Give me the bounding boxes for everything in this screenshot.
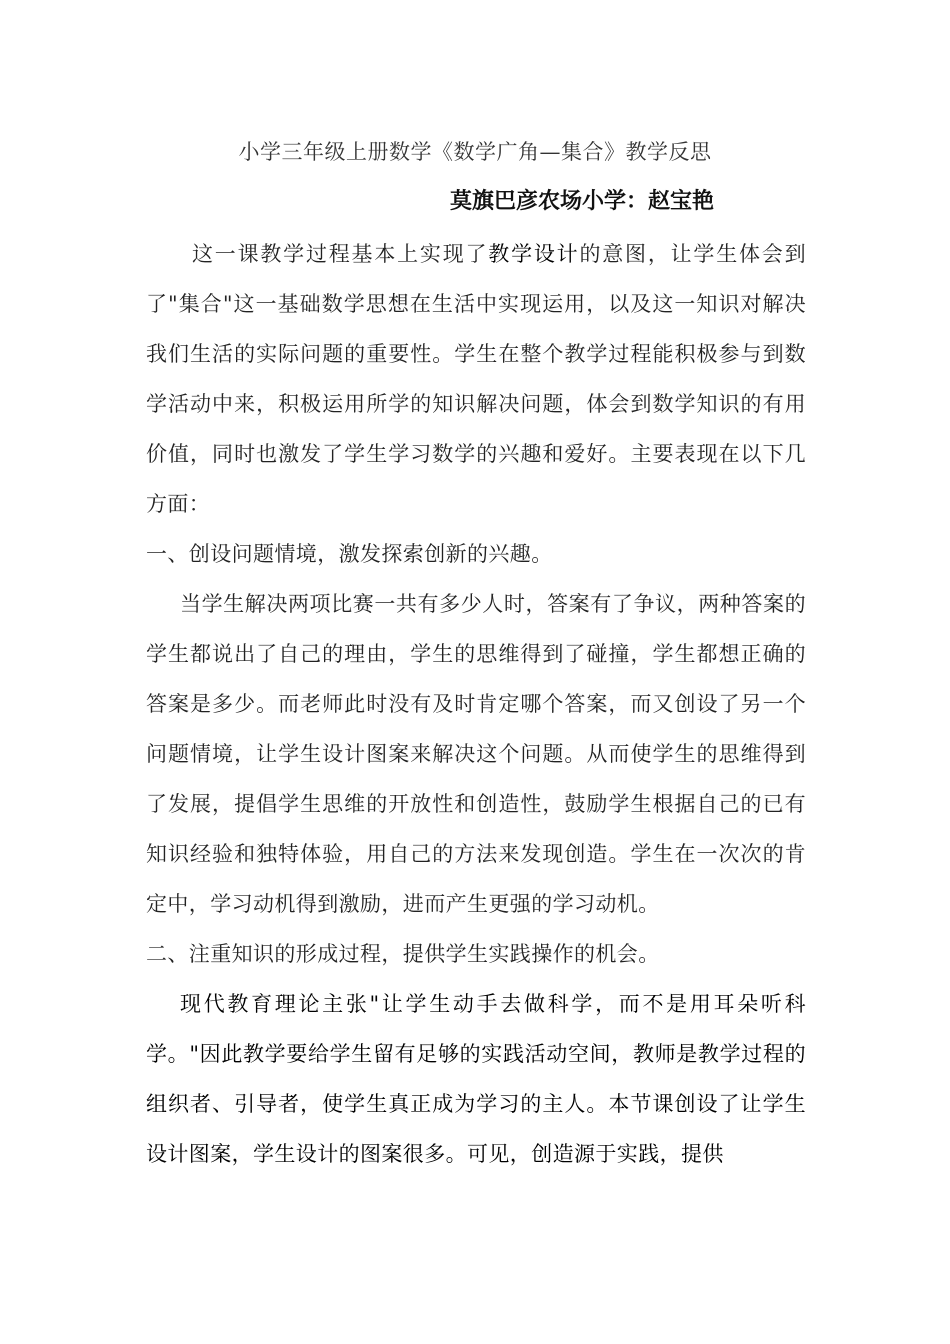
section-1-paragraph: 当学生解决两项比赛一共有多少人时，答案有了争议，两种答案的学生都说出了自己的理由，学生的思维得到了碰撞，学生都想正确的答案是多少。而老师此时没有及时肯定哪个答案，而又创设了另一个问题情境，让学生设计图案来解决这个问题。从而使学生的思维得到了发展，提倡学生思维的开放性和创造性，鼓励学生根据自己的已有知识经验和独特体验，用自己的方法来发现创造。学生在一次次的肯定中，学习动机得到激励，进而产生更强的学习动机。 xyxy=(146,592,806,916)
document-body xyxy=(146,229,806,1179)
intro-paragraph xyxy=(146,229,806,529)
intro-text-before: 这一课教学过程基本上实现了 xyxy=(192,242,489,266)
intro-text-after: 的意图，让学生体会到了"集合"这一基础数学思想在生活中实现运用，以及这一知识对解决我们生活的实际问题的重要性。学生在整个教学过程能积极参与到数学活动中来，积极运用所学的知识解决问题，体会到数学知识的有用价值，同时也激发了学生学习数学的兴趣和爱好。主要表现在以下几方面： xyxy=(146,242,806,516)
document-title: 小学三年级上册数学《数学广角—集合》教学反思 xyxy=(238,140,712,164)
section-1-heading: 一、创设问题情境，激发探索创新的兴趣。 xyxy=(146,542,553,566)
teaching-design-link[interactable]: 教学设计 xyxy=(488,242,580,266)
author-line: 莫旗巴彦农场小学：赵宝艳 xyxy=(449,188,714,214)
section-2-heading: 二、注重知识的形成过程，提供学生实践操作的机会。 xyxy=(146,942,660,966)
section-2-paragraph: 现代教育理论主张"让学生动手去做科学，而不是用耳朵听科学。"因此教学要给学生留有足够的实践活动空间，教师是教学过程的组织者、引导者，使学生真正成为学习的主人。本节课创设了让学生设计图案，学生设计的图案很多。可见，创造源于实践，提供 xyxy=(146,992,806,1166)
